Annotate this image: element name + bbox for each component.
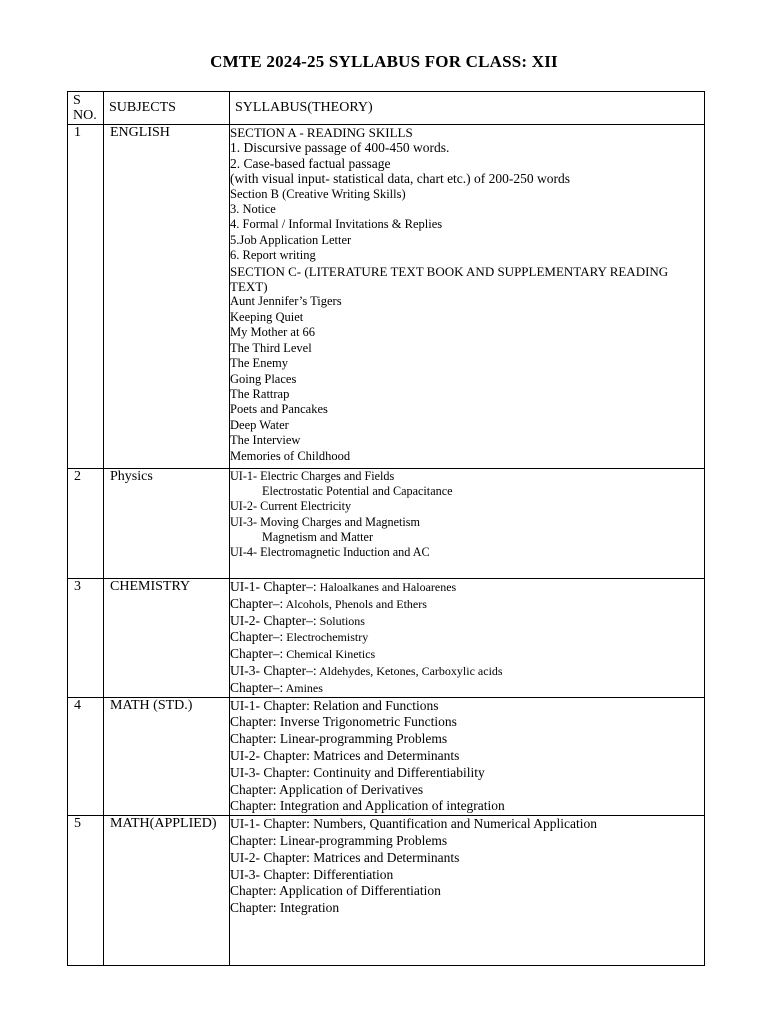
table-row-english	[68, 125, 705, 469]
syllabus-line: UI-1- Electric Charges and Fields	[230, 469, 395, 483]
syllabus-line: Chapter: Linear-programming Problems	[230, 731, 448, 747]
row-subject-value: ENGLISH	[110, 125, 170, 140]
syllabus-line	[230, 629, 704, 646]
chapter-title: Alcohols, Phenols and Ethers	[285, 596, 427, 611]
table-row-math-applied	[68, 816, 705, 966]
header-subjects-label: SUBJECTS	[109, 100, 176, 115]
chapter-label: UI-1- Chapter–:	[230, 579, 317, 594]
syllabus-line: Chapter: Linear-programming Problems	[230, 832, 448, 848]
row-subject-value: MATH(APPLIED)	[110, 816, 217, 832]
syllabus-line: UI-4- Electromagnetic Induction and AC	[230, 545, 430, 560]
row-subject-value: CHEMISTRY	[110, 579, 191, 594]
syllabus-line: Chapter: Integration and Application of integration	[230, 798, 505, 814]
syllabus-line: SECTION A - READING SKILLS	[230, 125, 413, 140]
chapter-title: Aldehydes, Ketones, Carboxylic acids	[318, 663, 503, 678]
syllabus-line: 1. Discursive passage of 400-450 words.	[230, 140, 450, 156]
row-subject	[104, 125, 230, 469]
document-title: CMTE 2024-25 SYLLABUS FOR CLASS: XII	[210, 52, 558, 71]
row-sno-value: 2	[74, 469, 81, 484]
syllabus-line: Deep Water	[230, 417, 289, 432]
syllabus-line: Chapter: Integration	[230, 900, 340, 916]
syllabus-line: Magnetism and Matter	[262, 529, 374, 544]
row-subject	[104, 697, 230, 816]
syllabus-line	[230, 680, 704, 697]
syllabus-line: Going Places	[230, 371, 297, 386]
chapter-title: Electrochemistry	[286, 630, 369, 645]
syllabus-line: UI-2- Chapter: Matrices and Determinants	[230, 747, 460, 763]
table-row-chemistry	[68, 579, 705, 698]
syllabus-line: Chapter: Application of Derivatives	[230, 781, 424, 797]
chapter-label: Chapter–:	[230, 679, 284, 695]
chapter-label: UI-3- Chapter–:	[230, 662, 317, 678]
syllabus-line: 6. Report writing	[230, 248, 316, 263]
syllabus-line: (with visual input- statistical data, chart etc.) of 200-250 words	[230, 171, 571, 187]
row-syllabus	[230, 579, 705, 698]
syllabus-line	[230, 663, 704, 680]
row-sno	[68, 469, 104, 579]
row-subject	[104, 579, 230, 698]
syllabus-line: UI-3- Chapter: Continuity and Differentiability	[230, 764, 485, 780]
header-sno-line2: NO.	[73, 108, 97, 123]
row-subject	[104, 816, 230, 966]
syllabus-line	[230, 596, 704, 613]
row-sno	[68, 125, 104, 469]
syllabus-line: UI-1- Chapter: Numbers, Quantification and Numerical Application	[230, 816, 598, 832]
row-sno-value: 5	[74, 816, 81, 832]
syllabus-line	[230, 579, 704, 596]
syllabus-line: Electrostatic Potential and Capacitance	[262, 484, 453, 499]
row-subject-value: MATH (STD.)	[110, 697, 193, 713]
syllabus-line: UI-3- Chapter: Differentiation	[230, 866, 394, 882]
table-header-row	[68, 92, 705, 125]
syllabus-line: 2. Case-based factual passage	[230, 155, 391, 171]
row-sno-value: 4	[74, 697, 81, 713]
chapter-label: Chapter–:	[230, 595, 284, 611]
syllabus-line	[230, 613, 704, 630]
row-sno-value: 3	[74, 579, 81, 594]
header-subjects	[104, 92, 230, 125]
header-syllabus	[230, 92, 705, 125]
syllabus-line: Chapter: Inverse Trigonometric Functions	[230, 714, 457, 730]
syllabus-line: Section B (Creative Writing Skills)	[230, 186, 406, 201]
row-syllabus	[230, 125, 705, 469]
syllabus-line: 3. Notice	[230, 202, 276, 217]
syllabus-table	[67, 91, 705, 966]
syllabus-line: Chapter: Application of Differentiation	[230, 883, 441, 899]
row-subject	[104, 469, 230, 579]
syllabus-line: Aunt Jennifer’s Tigers	[230, 294, 342, 309]
row-sno-value: 1	[74, 125, 81, 140]
row-sno	[68, 816, 104, 966]
syllabus-line: UI-1- Chapter: Relation and Functions	[230, 697, 439, 713]
syllabus-line: Keeping Quiet	[230, 309, 304, 324]
syllabus-line: UI-2- Current Electricity	[230, 499, 352, 514]
chapter-title: Chemical Kinetics	[286, 647, 376, 662]
syllabus-line: SECTION C- (LITERATURE TEXT BOOK AND SUPPLEMENTARY READING TEXT)	[230, 263, 669, 295]
syllabus-line: The Enemy	[230, 356, 288, 371]
syllabus-line: The Third Level	[230, 340, 312, 355]
row-sno	[68, 697, 104, 816]
syllabus-line	[230, 646, 704, 663]
table-row-math-std	[68, 697, 705, 816]
header-sno-line1: S	[73, 93, 81, 108]
syllabus-line: The Interview	[230, 433, 301, 448]
syllabus-line: My Mother at 66	[230, 325, 316, 340]
chapter-label: UI-2- Chapter–:	[230, 612, 317, 628]
row-subject-value: Physics	[110, 469, 153, 484]
syllabus-line: Poets and Pancakes	[230, 402, 328, 417]
header-sno	[68, 92, 104, 125]
syllabus-line: 4. Formal / Informal Invitations & Replies	[230, 217, 443, 232]
syllabus-line: 5.Job Application Letter	[230, 232, 352, 247]
chapter-label: Chapter–:	[230, 629, 284, 645]
row-sno	[68, 579, 104, 698]
syllabus-line: The Rattrap	[230, 386, 290, 401]
chapter-title: Haloalkanes and Haloarenes	[319, 580, 457, 594]
syllabus-line: UI-2- Chapter: Matrices and Determinants	[230, 849, 460, 865]
chapter-title: Amines	[285, 680, 323, 695]
chapter-label: Chapter–:	[230, 646, 284, 662]
syllabus-line: Memories of Childhood	[230, 448, 351, 463]
syllabus-line: UI-3- Moving Charges and Magnetism	[230, 514, 421, 529]
chapter-title: Solutions	[319, 613, 365, 628]
row-syllabus	[230, 697, 705, 816]
row-syllabus	[230, 816, 705, 966]
row-syllabus	[230, 469, 705, 579]
table-row-physics	[68, 469, 705, 579]
header-syllabus-label: SYLLABUS(THEORY)	[235, 100, 373, 115]
